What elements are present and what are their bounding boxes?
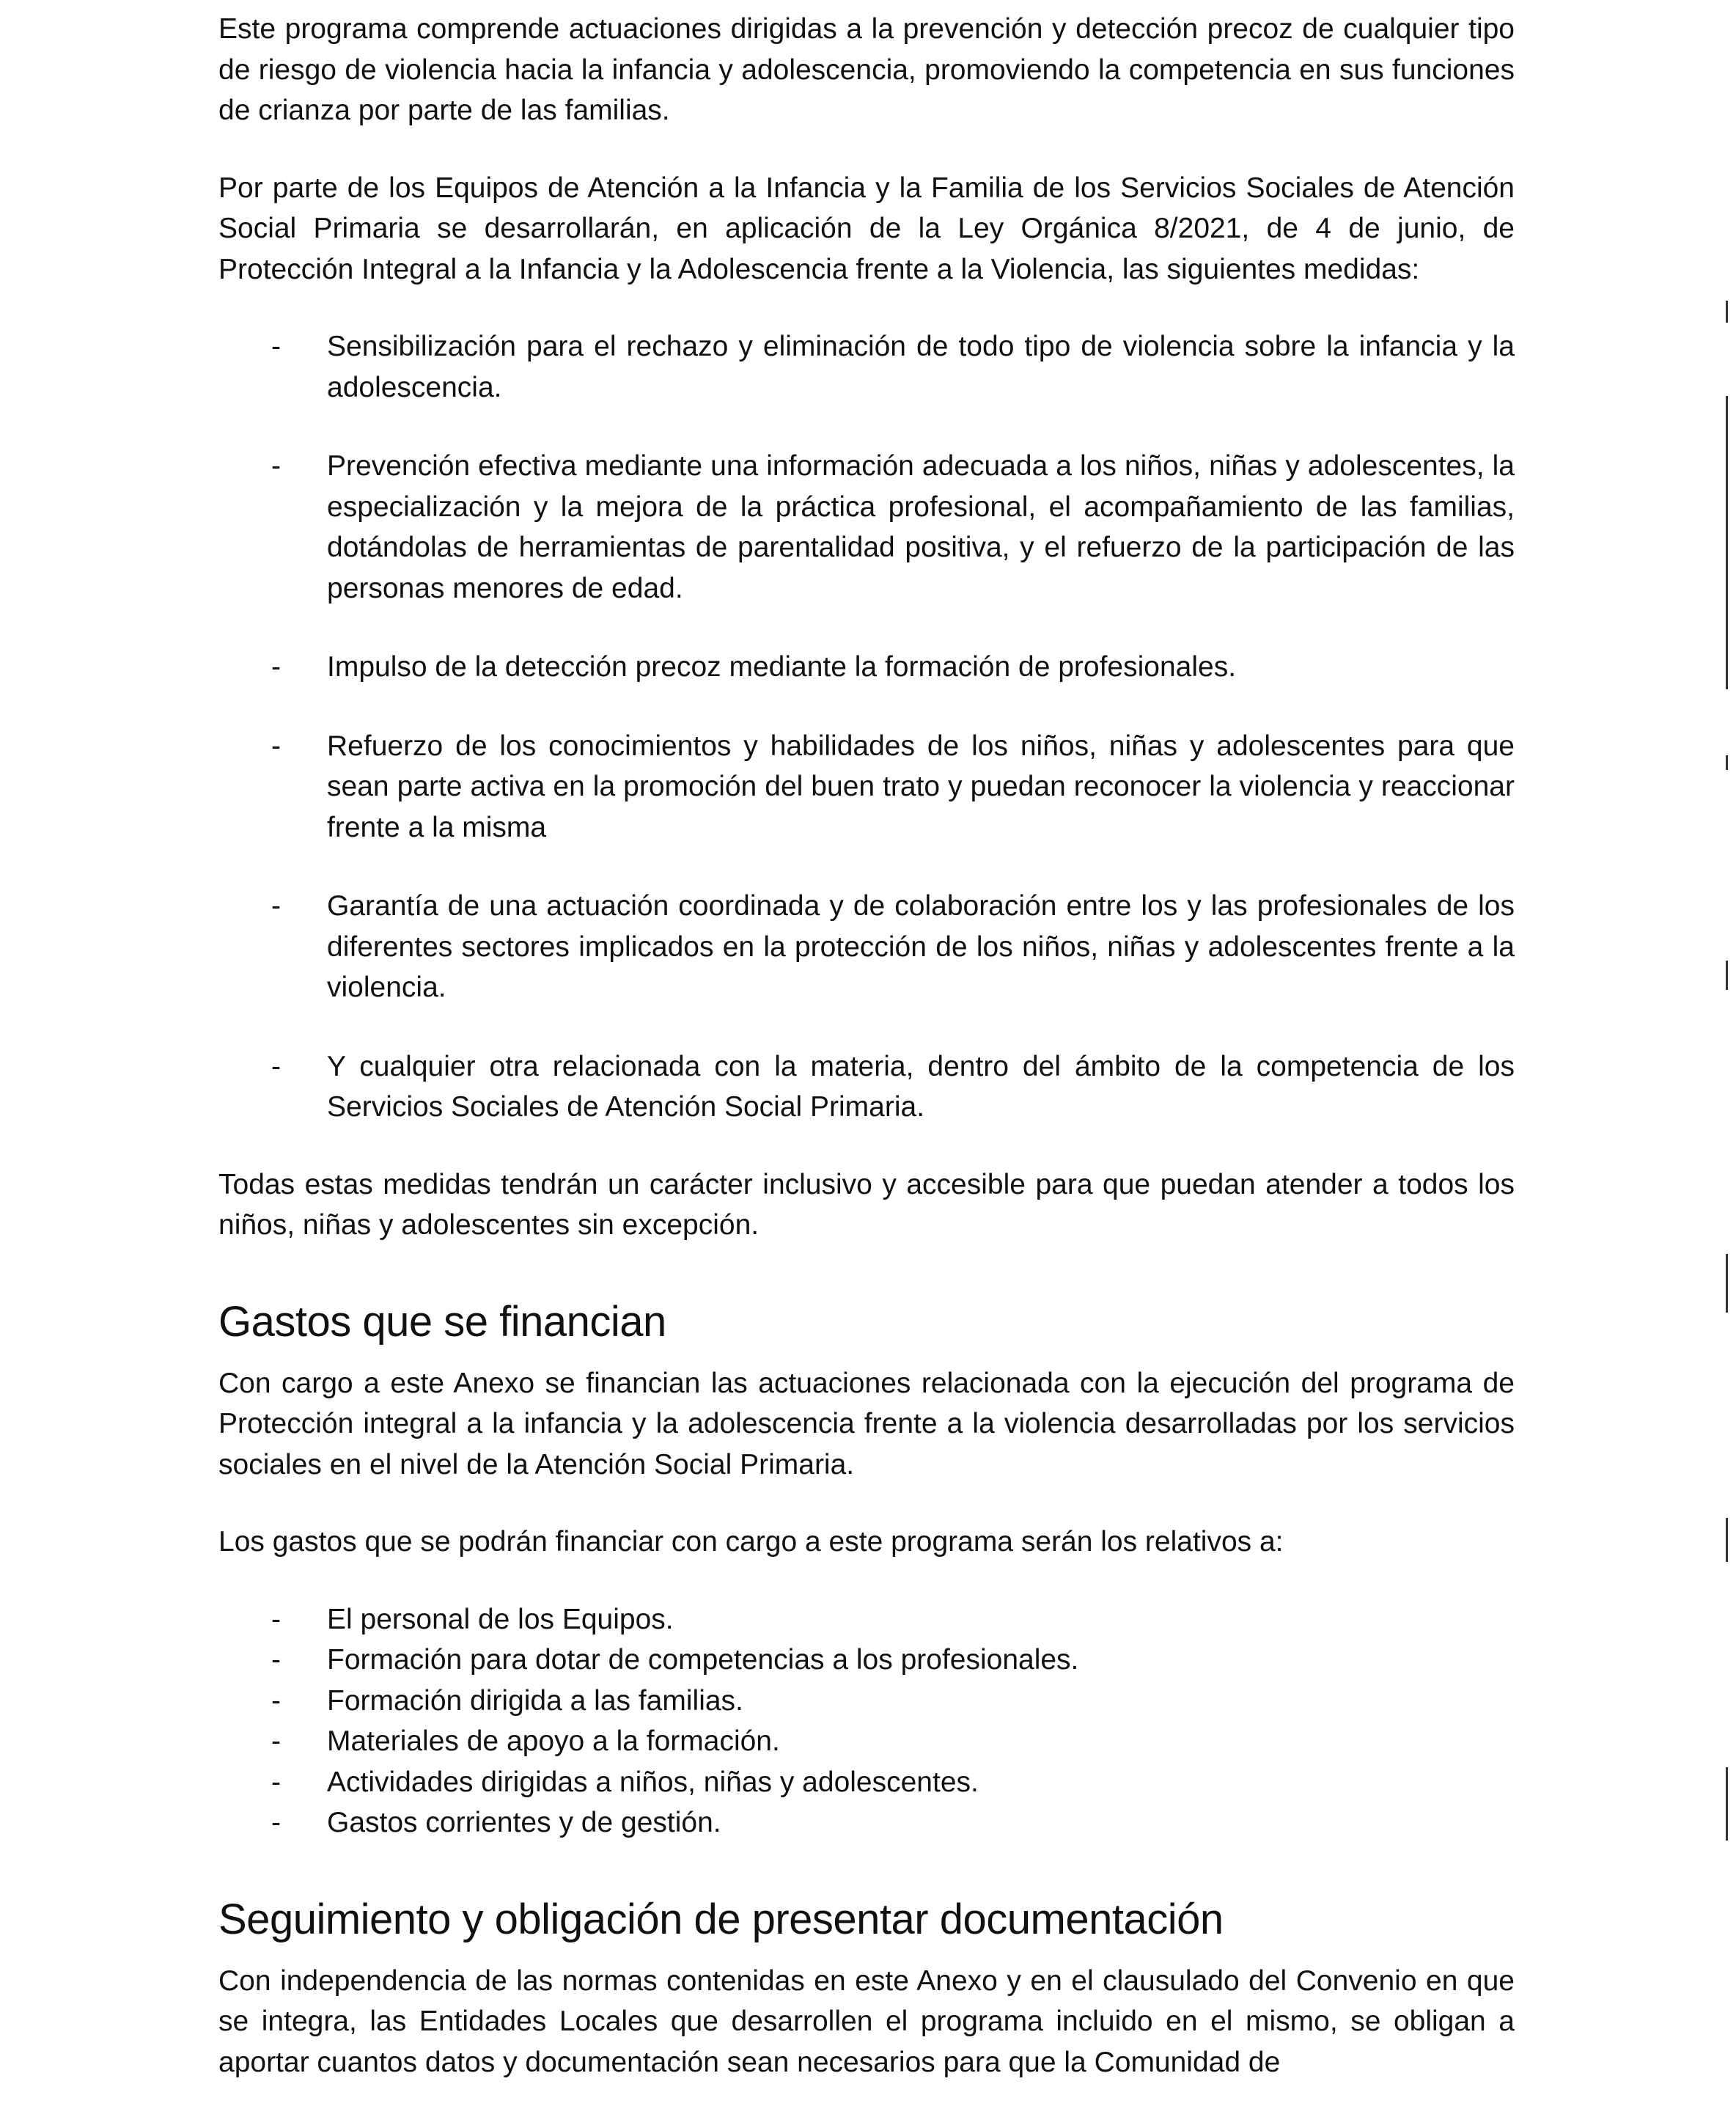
measures-list bbox=[218, 326, 1515, 1128]
measures-intro-paragraph: Por parte de los Equipos de Atención a la Infancia y la Familia de los Servicios Sociales de Atención Social Primaria se desarrollarán, en aplicación de la Ley Orgánica 8/2021, de 4 de junio, de Protección Integral a la Infancia y la Adolescencia frente a la Violencia, las siguientes medidas: bbox=[218, 172, 1515, 285]
list-item: - Sensibilización para el rechazo y eliminación de todo tipo de violencia sobre la infancia y la adolescencia. bbox=[271, 331, 1515, 403]
gastos-list bbox=[218, 1599, 1515, 1843]
margin-verification-marks bbox=[1726, 301, 1729, 1841]
list-item: - Materiales de apoyo a la formación. bbox=[271, 1725, 780, 1757]
list-item: - Formación dirigida a las familias. bbox=[271, 1684, 743, 1717]
section-heading-gastos: Gastos que se financian bbox=[218, 1297, 666, 1346]
list-item: - Garantía de una actuación coordinada y de colaboración entre los y las profesionales de los diferentes sectores implicados en la protección de los niños, niñas y adolescentes frente a la violencia. bbox=[271, 890, 1515, 1003]
seguimiento-paragraph: Con independencia de las normas contenidas en este Anexo y en el clausulado del Convenio en que se integra, las Entidades Locales que desarrollen el programa incluido en el mismo, se obligan a aportar cuantos datos y documentación sean necesarios para que la Comunidad de bbox=[218, 1964, 1515, 2078]
list-item: - Gastos corrientes y de gestión. bbox=[271, 1807, 721, 1838]
list-item: - Y cualquier otra relacionada con la materia, dentro del ámbito de la competencia de los Servicios Sociales de Atención Social Primaria. bbox=[271, 1050, 1515, 1123]
list-item: - Actividades dirigidas a niños, niñas y adolescentes. bbox=[271, 1766, 979, 1798]
intro-paragraph: Este programa comprende actuaciones dirigidas a la prevención y detección precoz de cualquier tipo de riesgo de violencia hacia la infancia y adolescencia, promoviendo la competencia en sus funciones de crianza por parte de las familias. bbox=[218, 13, 1515, 126]
list-item: - Impulso de la detección precoz mediante la formación de profesionales. bbox=[271, 651, 1237, 683]
list-item: - Formación para dotar de competencias a los profesionales. bbox=[271, 1644, 1079, 1676]
section-heading-seguimiento: Seguimiento y obligación de presentar documentación bbox=[218, 1895, 1224, 1943]
inclusive-paragraph: Todas estas medidas tendrán un carácter inclusivo y accesible para que puedan atender a todos los niños, niñas y adolescentes sin excepción. bbox=[218, 1168, 1515, 1241]
list-item: - Prevención efectiva mediante una información adecuada a los niños, niñas y adolescentes, la especialización y la mejora de la práctica profesional, el acompañamiento de las familias, dotándolas de herramientas de parentalidad positiva, y el refuerzo de la participación de las personas menores de edad. bbox=[271, 450, 1515, 604]
list-item: - Refuerzo de los conocimientos y habilidades de los niños, niñas y adolescentes para que sean parte activa en la promoción del buen trato y puedan reconocer la violencia y reaccionar frente a la misma bbox=[271, 730, 1515, 843]
document-page bbox=[218, 9, 1515, 2083]
list-item: - El personal de los Equipos. bbox=[271, 1603, 674, 1635]
gastos-list-intro: Los gastos que se podrán financiar con cargo a este programa serán los relativos a: bbox=[218, 1526, 1284, 1558]
gastos-paragraph: Con cargo a este Anexo se financian las actuaciones relacionada con la ejecución del programa de Protección integral a la infancia y la adolescencia frente a la violencia desarrolladas por los servicios sociales en el nivel de la Atención Social Primaria. bbox=[218, 1367, 1515, 1481]
